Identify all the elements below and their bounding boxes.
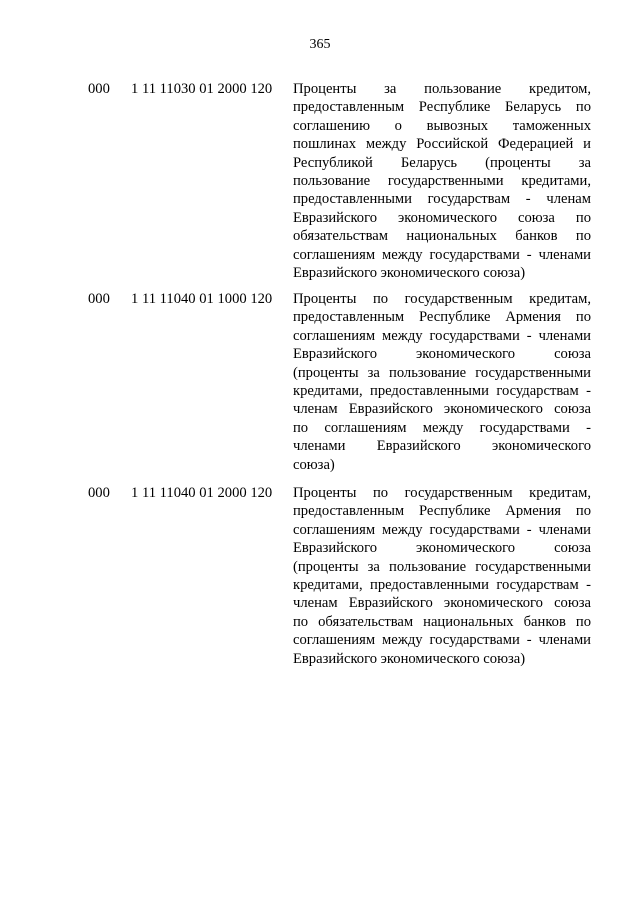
- description-line: Евразийского экономического союза): [293, 650, 526, 667]
- budget-classification-code: 1 11 11030 01 2000 120: [131, 81, 273, 97]
- description-line: кредитами, предоставленными государствам -: [293, 577, 591, 594]
- budget-classification-code: 1 11 11040 01 2000 120: [131, 485, 273, 501]
- description-line: соглашениям между государствами - членами: [293, 327, 591, 344]
- description-line: предоставленным Республике Армения по: [293, 503, 591, 520]
- description-line: соглашениям между государствами - членами: [293, 632, 591, 649]
- description-line: соглашениям между государствами - членами: [293, 521, 591, 538]
- description-line: соглашениям между государствами - членами: [293, 246, 591, 263]
- page-number: 365: [309, 37, 331, 52]
- entry-description: [293, 484, 591, 668]
- entry-description: [293, 290, 591, 474]
- budget-classification-code: 1 11 11040 01 1000 120: [131, 291, 273, 307]
- description-line: пользование государственными кредитами,: [293, 173, 591, 190]
- entry-description: [293, 80, 591, 282]
- description-line: членами Евразийского экономического: [293, 438, 591, 455]
- description-line: Республикой Беларусь (проценты за: [293, 154, 591, 171]
- description-line: обязательствам национальных банков по: [293, 228, 591, 245]
- admin-code: 000: [88, 81, 110, 97]
- description-line: предоставленным Республике Беларусь по: [293, 99, 591, 116]
- description-line: по соглашениям между государствами -: [293, 419, 591, 436]
- description-line: Проценты по государственным кредитам,: [293, 291, 591, 307]
- description-line: (проценты за пользование государственными: [293, 364, 591, 381]
- description-line: по обязательствам национальных банков по: [293, 613, 591, 630]
- admin-code: 000: [88, 291, 110, 307]
- description-line: Евразийского экономического союза: [293, 346, 591, 363]
- description-line: пошлинах между Российской Федерацией и: [293, 136, 591, 153]
- description-line: соглашению о вывозных таможенных: [293, 117, 591, 134]
- description-line: предоставленным Республике Армения по: [293, 309, 591, 326]
- description-line: Евразийского экономического союза: [293, 540, 591, 557]
- admin-code: 000: [88, 485, 110, 501]
- description-line: членам Евразийского экономического союза: [293, 595, 591, 612]
- description-line: Проценты за пользование кредитом,: [293, 81, 591, 97]
- description-line: членам Евразийского экономического союза: [293, 401, 591, 418]
- description-line: союза): [293, 456, 335, 473]
- description-line: Евразийского экономического союза): [293, 265, 526, 282]
- description-line: кредитами, предоставленными государствам -: [293, 383, 591, 400]
- description-line: Проценты по государственным кредитам,: [293, 485, 591, 501]
- description-line: предоставленными государствам - членам: [293, 191, 591, 208]
- description-line: Евразийского экономического союза по: [293, 209, 591, 226]
- description-line: (проценты за пользование государственными: [293, 558, 591, 575]
